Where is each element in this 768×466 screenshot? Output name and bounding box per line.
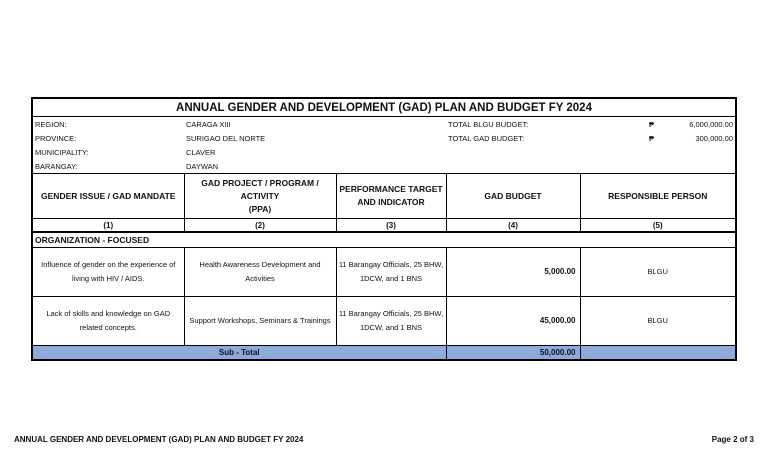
target-cell: 11 Barangay Officials, 25 BHW, 1DCW, and 1 BNS xyxy=(336,297,446,346)
gad-budget-value: 300,000.00 xyxy=(695,133,734,143)
budget-cell: 5,000.00 xyxy=(446,248,580,297)
subtotal-label: Sub - Total xyxy=(32,346,446,361)
column-number: (3) xyxy=(336,219,446,233)
header-gad-budget: GAD BUDGET xyxy=(446,174,580,219)
gad-plan-sheet xyxy=(31,97,735,361)
subtotal-row xyxy=(32,346,736,361)
responsible-cell: BLGU xyxy=(580,248,736,297)
header-ppa-line1: GAD PROJECT / PROGRAM / xyxy=(201,177,319,188)
section-heading: ORGANIZATION - FOCUSED xyxy=(32,232,736,248)
peso-sign: ₱ xyxy=(648,119,654,129)
region-value: CARAGA XIII xyxy=(186,119,231,129)
header-gender-issue: GENDER ISSUE / GAD MANDATE xyxy=(32,174,184,219)
column-number: (5) xyxy=(580,219,736,233)
municipality-label: MUNICIPALITY: xyxy=(35,147,89,157)
target-cell: 11 Barangay Officials, 25 BHW, 1DCW, and 1 BNS xyxy=(336,248,446,297)
gender-issue-cell: Influence of gender on the experience of living with HIV / AIDS. xyxy=(32,248,184,297)
province-label: PROVINCE: xyxy=(35,133,77,143)
region-label: REGION: xyxy=(35,119,67,129)
responsible-cell: BLGU xyxy=(580,297,736,346)
gender-issue-cell: Lack of skills and knowledge on GAD related concepts. xyxy=(32,297,184,346)
header-responsible-person: RESPONSIBLE PERSON xyxy=(580,174,736,219)
blgu-budget-label: TOTAL BLGU BUDGET: xyxy=(448,119,529,129)
province-value: SURIGAO DEL NORTE xyxy=(186,133,266,143)
page-number: Page 2 of 3 xyxy=(711,435,754,444)
ppa-cell: Support Workshops, Seminars & Trainings xyxy=(184,297,336,346)
municipality-value: CLAVER xyxy=(186,147,216,157)
column-number: (1) xyxy=(32,219,184,233)
budget-cell: 45,000.00 xyxy=(446,297,580,346)
header-ppa-line2: ACTIVITY xyxy=(240,190,280,201)
subtotal-empty xyxy=(580,346,736,361)
blgu-budget-cell xyxy=(580,117,736,132)
column-number: (2) xyxy=(184,219,336,233)
document-title: ANNUAL GENDER AND DEVELOPMENT (GAD) PLAN AND BUDGET FY 2024 xyxy=(32,98,736,117)
gad-plan-table xyxy=(31,97,737,361)
barangay-label: BARANGAY: xyxy=(35,161,78,171)
header-performance-target: PERFORMANCE TARGET AND INDICATOR xyxy=(336,174,446,219)
gad-budget-cell xyxy=(580,131,736,145)
column-number: (4) xyxy=(446,219,580,233)
barangay-value: DAYWAN xyxy=(186,161,219,171)
blgu-budget-value: 6,000,000.00 xyxy=(689,119,734,129)
header-gad-ppa xyxy=(184,174,336,219)
table-row xyxy=(32,297,736,346)
subtotal-value: 50,000.00 xyxy=(446,346,580,361)
header-ppa-line3: (PPA) xyxy=(248,203,272,214)
table-row xyxy=(32,248,736,297)
peso-sign: ₱ xyxy=(648,133,654,143)
gad-budget-label: TOTAL GAD BUDGET: xyxy=(448,133,525,143)
footer-title: ANNUAL GENDER AND DEVELOPMENT (GAD) PLAN AND BUDGET FY 2024 xyxy=(14,435,304,444)
ppa-cell: Health Awareness Development and Activities xyxy=(184,248,336,297)
